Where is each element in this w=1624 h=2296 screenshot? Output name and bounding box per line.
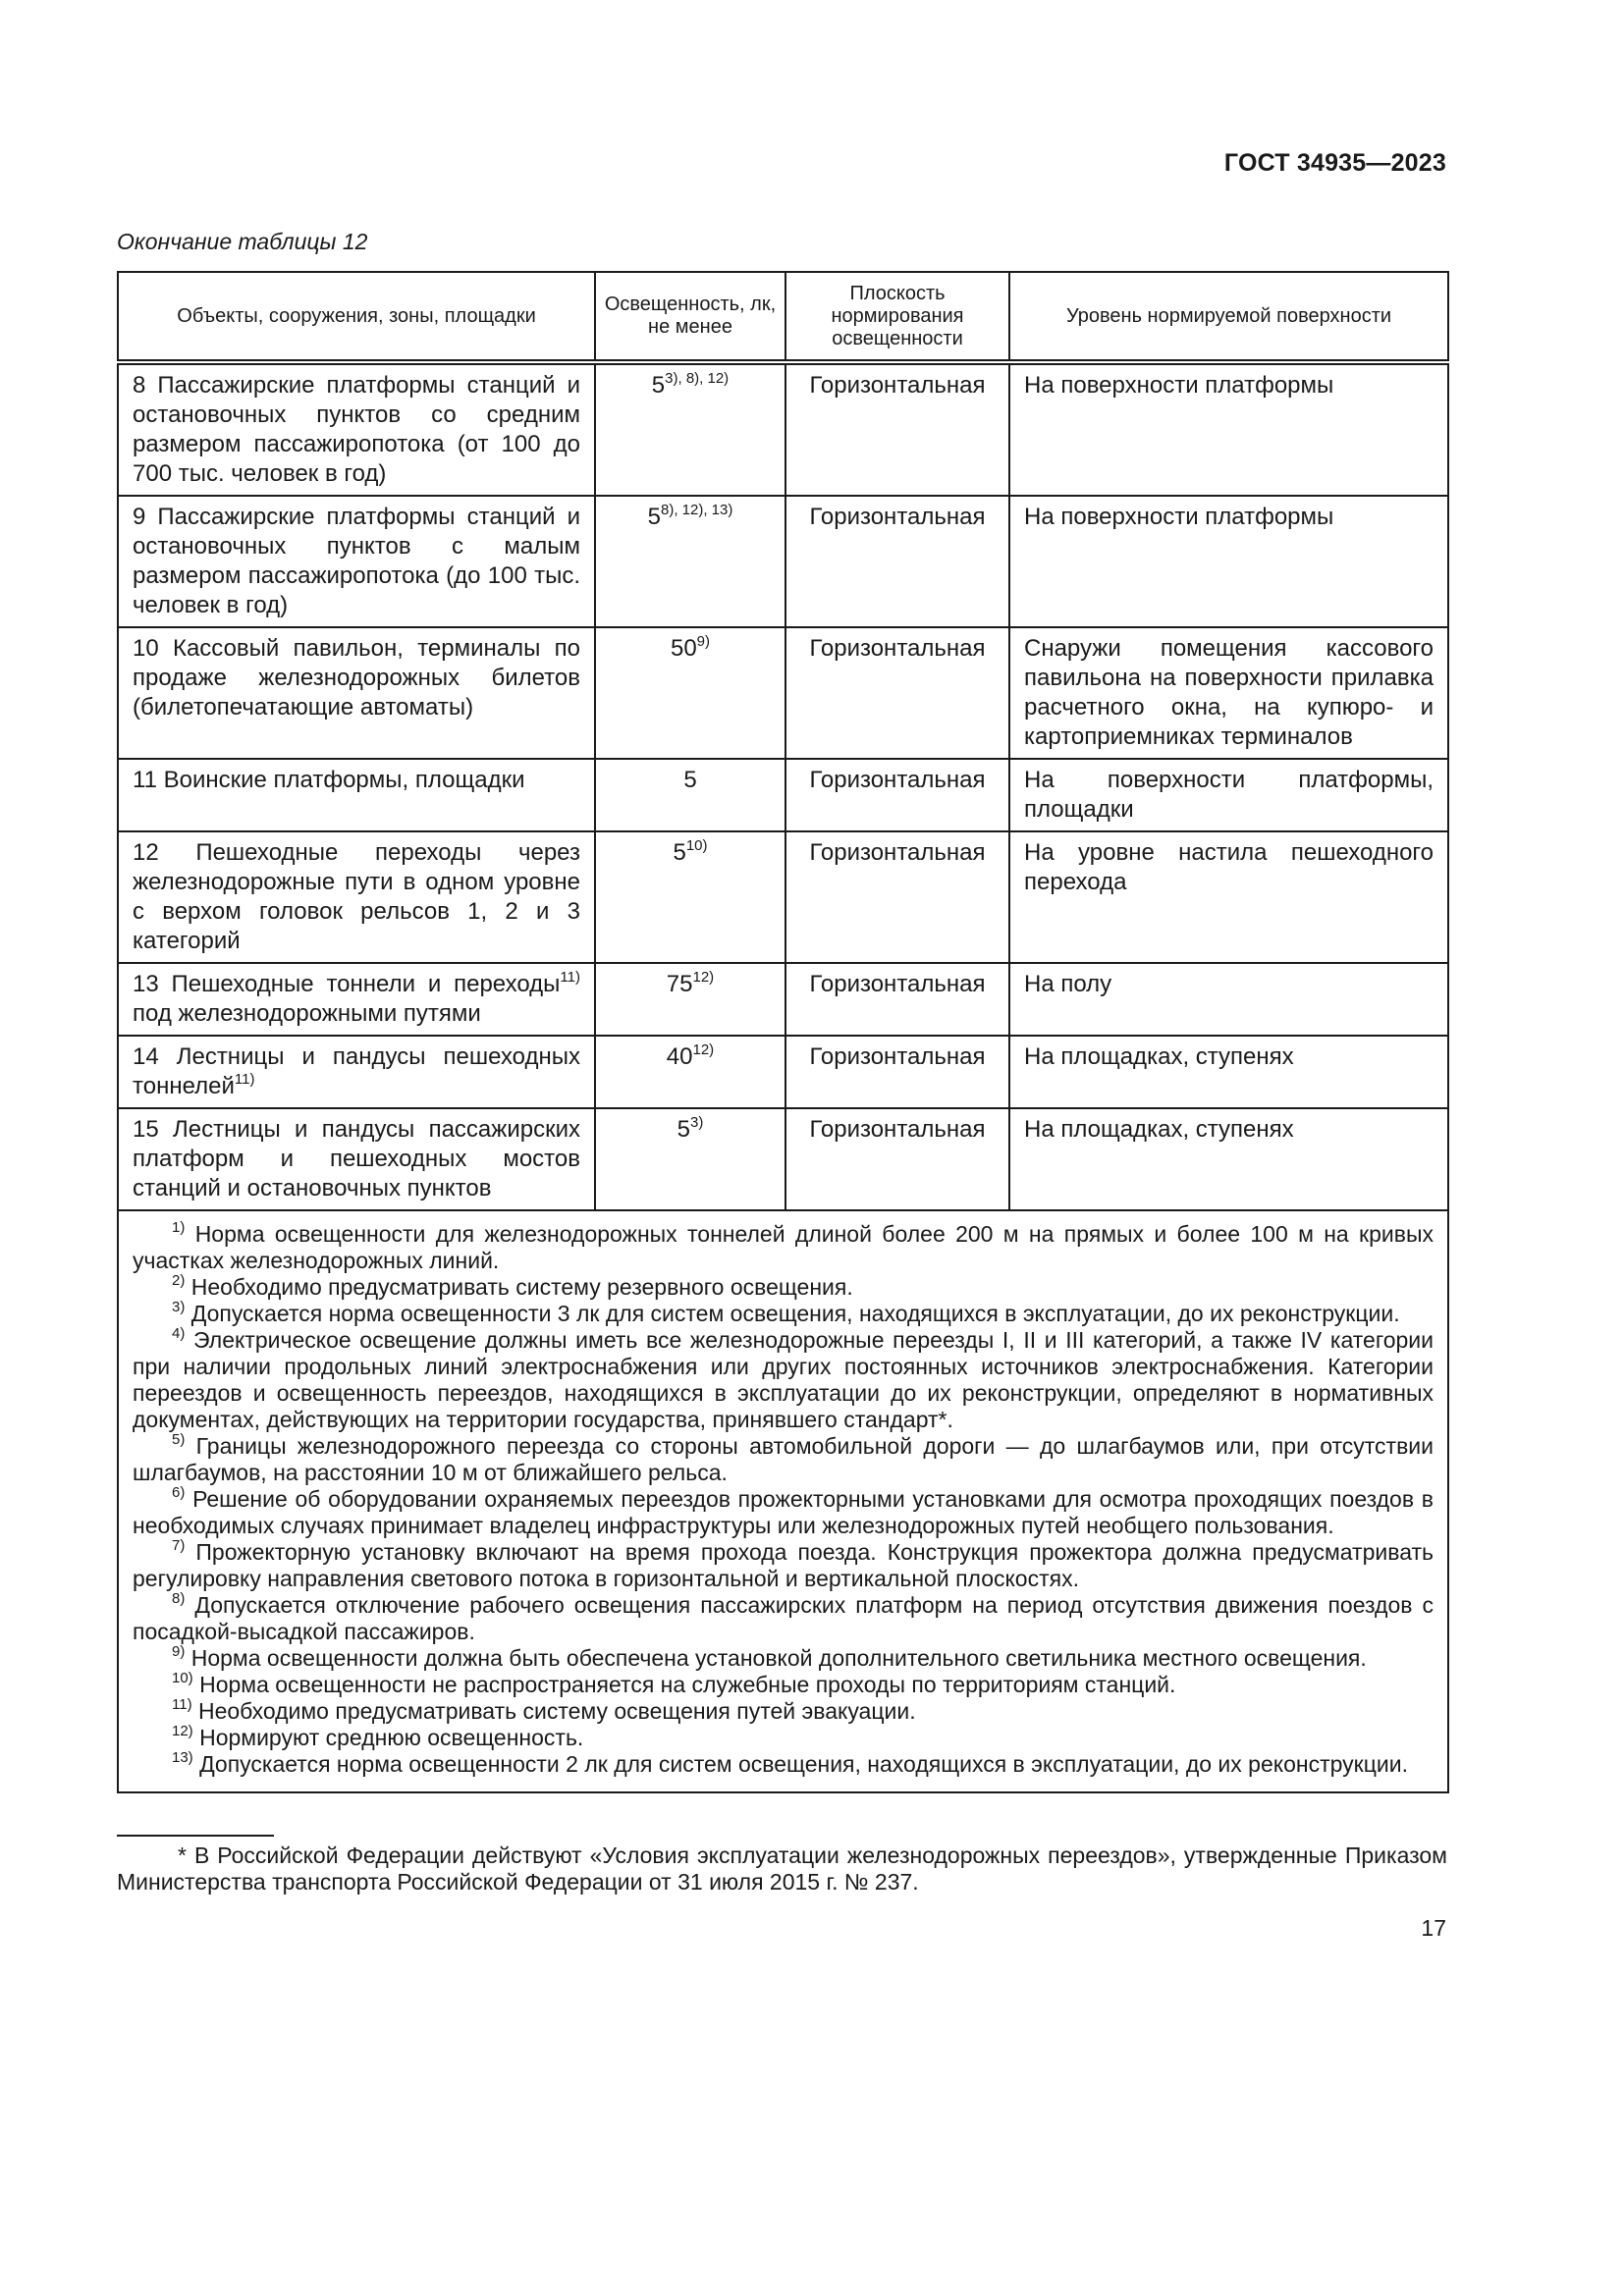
cell-surface-level: На поверхности платформы, площадки	[1009, 759, 1448, 831]
cell-object	[118, 362, 595, 496]
cell-object	[118, 627, 595, 759]
illuminance-value: 50	[670, 635, 697, 662]
cell-surface-level: На уровне настила пешеходного перехода	[1009, 831, 1448, 963]
object-text-tail: под железнодорожными путями	[133, 1000, 481, 1027]
note-item	[133, 1672, 1434, 1698]
cell-illuminance	[595, 963, 785, 1036]
cell-illuminance	[595, 1108, 785, 1210]
note-reference: 12)	[692, 969, 715, 986]
note-mark: 11)	[172, 1696, 192, 1713]
object-text: 12 Пешеходные переходы через железнодорожные пути в одном уровне с верхом головок рельсов 1, 2 и 3 категорий	[133, 839, 580, 954]
cell-object	[118, 759, 595, 831]
note-text: Решение об оборудовании охраняемых переездов прожекторными установками для осмотра проходящих поездов в необходимых случаях принимает владелец инфраструктуры или железнодорожных путей необщего пользования.	[133, 1486, 1435, 1538]
cell-illuminance	[595, 1036, 785, 1108]
cell-object	[118, 963, 595, 1036]
cell-object	[118, 496, 595, 627]
cell-plane: Горизонтальная	[785, 496, 1009, 627]
note-reference: 12)	[692, 1041, 715, 1058]
note-mark: 7)	[172, 1537, 186, 1554]
table-notes	[118, 1210, 1448, 1792]
note-mark: 8)	[172, 1590, 186, 1607]
note-text: Норма освещенности должна быть обеспечена установкой дополнительного светильника местного освещения.	[190, 1645, 1367, 1671]
table-row	[118, 496, 1448, 627]
illuminance-value: 75	[666, 971, 693, 997]
note-item	[133, 1698, 1434, 1725]
note-reference: 3)	[690, 1114, 704, 1131]
table-row	[118, 831, 1448, 963]
footnote-divider	[117, 1835, 274, 1837]
note-item	[133, 1433, 1434, 1486]
illuminance-value: 40	[666, 1043, 693, 1070]
object-text: 11 Воинские платформы, площадки	[133, 767, 525, 793]
cell-illuminance	[595, 831, 785, 963]
cell-plane: Горизонтальная	[785, 831, 1009, 963]
table-row	[118, 759, 1448, 831]
illuminance-value: 5	[647, 504, 661, 530]
table-caption: Окончание таблицы 12	[117, 229, 368, 254]
cell-illuminance	[595, 362, 785, 496]
illuminance-value: 5	[683, 767, 697, 793]
table-row	[118, 362, 1448, 496]
note-item	[133, 1274, 1434, 1301]
note-reference: 11)	[560, 969, 580, 986]
cell-surface-level: Снаружи помещения кассового павильона на поверхности прилавка расчетного окна, на купюро- и картоприемниках терминалов	[1009, 627, 1448, 759]
note-mark: 12)	[172, 1723, 193, 1739]
object-text: 15 Лестницы и пандусы пассажирских платформ и пешеходных мостов станций и остановочных пунктов	[133, 1116, 580, 1201]
note-mark: 9)	[172, 1643, 186, 1660]
header-plane: Плоскость нормирования освещенности	[785, 272, 1009, 362]
cell-plane: Горизонтальная	[785, 362, 1009, 496]
object-text: 10 Кассовый павильон, терминалы по продаже железнодорожных билетов (билетопечатающие автоматы)	[133, 635, 580, 721]
note-text: Допускается норма освещенности 3 лк для систем освещения, находящихся в эксплуатации, до их реконструкции.	[190, 1301, 1400, 1326]
header-illuminance: Освещенность, лк, не менее	[595, 272, 785, 362]
note-item	[133, 1539, 1434, 1592]
note-reference: 3), 8), 12)	[665, 370, 730, 387]
note-reference: 10)	[685, 837, 708, 854]
table-header-row	[118, 272, 1448, 362]
note-item	[133, 1327, 1434, 1433]
illuminance-value: 5	[651, 372, 666, 399]
note-text: Норма освещенности для железнодорожных тоннелей длиной более 200 м на прямых и более 100 м на кривых участках железнодорожных линий.	[133, 1221, 1434, 1273]
note-text: Необходимо предусматривать систему освещения путей эвакуации.	[197, 1698, 916, 1724]
cell-surface-level: На площадках, ступенях	[1009, 1108, 1448, 1210]
header-objects: Объекты, сооружения, зоны, площадки	[118, 272, 595, 362]
note-text: Допускается норма освещенности 2 лк для систем освещения, находящихся в эксплуатации, до их реконструкции.	[199, 1751, 1408, 1777]
note-item	[133, 1592, 1434, 1645]
cell-surface-level: На полу	[1009, 963, 1448, 1036]
cell-surface-level: На поверхности платформы	[1009, 362, 1448, 496]
note-mark: 2)	[172, 1272, 186, 1289]
cell-plane: Горизонтальная	[785, 759, 1009, 831]
note-item	[133, 1645, 1434, 1672]
cell-illuminance	[595, 759, 785, 831]
note-text: Допускается отключение рабочего освещения пассажирских платформ на период отсутствия движения поездов с посадкой-высадкой пассажиров.	[133, 1592, 1434, 1644]
note-reference: 11)	[234, 1071, 255, 1088]
cell-plane: Горизонтальная	[785, 627, 1009, 759]
header-surface-level: Уровень нормируемой поверхности	[1009, 272, 1448, 362]
cell-plane: Горизонтальная	[785, 1108, 1009, 1210]
note-mark: 1)	[172, 1219, 186, 1236]
footnote: * В Российской Федерации действуют «Условия эксплуатации железнодорожных переездов», утвержденные Приказом Министерства транспорта Российской Федерации от 31 июля 2015 г. № 237.	[117, 1842, 1447, 1895]
notes-row	[118, 1210, 1448, 1792]
note-reference: 8), 12), 13)	[660, 502, 733, 518]
lighting-norms-table	[117, 271, 1449, 1793]
note-mark: 6)	[172, 1484, 186, 1501]
table-row	[118, 627, 1448, 759]
cell-surface-level: На поверхности платформы	[1009, 496, 1448, 627]
cell-plane: Горизонтальная	[785, 963, 1009, 1036]
note-reference: 9)	[696, 633, 711, 650]
cell-object	[118, 1036, 595, 1108]
note-mark: 3)	[172, 1299, 186, 1315]
note-mark: 13)	[172, 1749, 193, 1766]
table-row	[118, 1108, 1448, 1210]
page-number: 17	[1421, 1915, 1446, 1941]
note-text: Необходимо предусматривать систему резервного освещения.	[190, 1274, 853, 1300]
object-text: 8 Пассажирские платформы станций и остановочных пунктов со средним размером пассажиропотока (от 100 до 700 тыс. человек в год)	[133, 372, 580, 487]
cell-object	[118, 1108, 595, 1210]
note-mark: 10)	[172, 1670, 193, 1686]
note-text: Норма освещенности не распространяется на служебные проходы по территориям станций.	[199, 1672, 1176, 1697]
note-text: Границы железнодорожного переезда со стороны автомобильной дороги — до шлагбаумов или, при отсутствии шлагбаумов, на расстоянии 10 м от ближайшего рельса.	[133, 1433, 1435, 1485]
cell-plane: Горизонтальная	[785, 1036, 1009, 1108]
object-text: 14 Лестницы и пандусы пешеходных тоннелей	[133, 1043, 580, 1099]
illuminance-value: 5	[677, 1116, 690, 1143]
cell-illuminance	[595, 496, 785, 627]
object-text: 13 Пешеходные тоннели и переходы	[133, 971, 561, 997]
illuminance-value: 5	[673, 839, 686, 866]
cell-surface-level: На площадках, ступенях	[1009, 1036, 1448, 1108]
object-text: 9 Пассажирские платформы станций и остановочных пунктов с малым размером пассажиропотока (до 100 тыс. человек в год)	[133, 504, 580, 618]
note-item	[133, 1221, 1434, 1274]
note-item	[133, 1486, 1434, 1539]
note-text: Электрическое освещение должны иметь все железнодорожные переезды I, II и III категорий, а также IV категории при наличии продольных линий электроснабжения или других постоянных источников электроснабжения. Категории переездов и освещенность переездов, находящихся в эксплуатации до их реконструкции, определяют в нормативных документах, действующих на территории государства, принявшего стандарт*.	[133, 1327, 1434, 1432]
note-text: Прожекторную установку включают на время прохода поезда. Конструкция прожектора должна предусматривать регулировку направления светового потока в горизонтальной и вертикальной плоскостях.	[133, 1539, 1434, 1591]
note-mark: 5)	[172, 1431, 186, 1448]
note-text: Нормируют среднюю освещенность.	[199, 1725, 584, 1750]
cell-object	[118, 831, 595, 963]
note-item	[133, 1725, 1434, 1751]
document-code: ГОСТ 34935—2023	[1223, 149, 1446, 177]
cell-illuminance	[595, 627, 785, 759]
note-item	[133, 1751, 1434, 1778]
note-item	[133, 1301, 1434, 1327]
table-row	[118, 1036, 1448, 1108]
note-mark: 4)	[172, 1325, 186, 1342]
table-row	[118, 963, 1448, 1036]
